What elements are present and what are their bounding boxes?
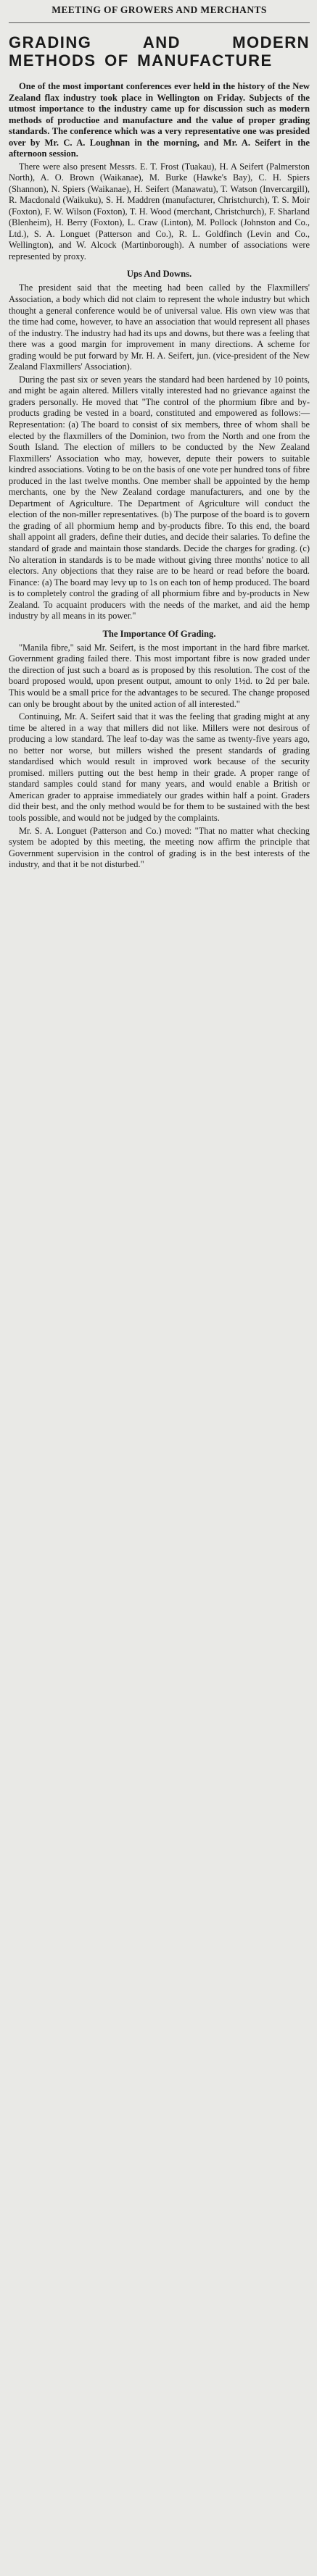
newspaper-column [0, 0, 317, 871]
motion-paragraph: During the past six or seven years the standard had been hardened by 10 points, and might be again altered. Millers vitally interested had no grievance against the graders personally. He moved that "The control of the phormium fibre and by-products grading be vested in a board, constituted and empowered as follows:—Representation: (a) The board to consist of six members, three of whom shall be elected by the flaxmillers of the Dominion, two from the North and one from the South Island. The election of millers to be conducted by the New Zealand Flaxmillers' Association who may, however, depute their powers to suitable kindred associations. Voting to be on the basis of one vote per hundred tons of fibre produced in the last twelve months. One member shall be appointed by the hemp merchants, one by the New Zealand cordage manufacturers, and one by the Department of Agriculture. The Department of Agriculture will conduct the election of the non-miller representatives. (b) The purpose of the board is to govern the grading of all phormium hemp and by-products fibre. To this end, the board shall appoint all graders, define their duties, and decide their salaries. To define the standard of grade and maintain those standards. Decide the charges for grading. (c) No alteration in standards is to be made without giving three months' notice to all electors. Any objections that they raise are to be heard or read before the board. Finance: (a) The board may levy up to 1s on each ton of hemp produced. The board is to completely control the grading of all phormium fibre and by-products in New Zealand. To acquaint producers with the needs of the market, and aid the hemp industry by all means in its power." [9, 374, 310, 622]
attendees-paragraph: There were also present Messrs. E. T. Frost (Tuakau), H. A Seifert (Palmerston North), A. O. Brown (Waikanae), M. Burke (Hawke's Bay), C. H. Spiers (Shannon), N. Spiers (Waikanae), H. Seifert (Manawatu), T. Watson (Invercargill), R. Macdonald (Waikuku), S. H. Maddren (manufacturer, Christchurch), T. S. Moir (Foxton), F. W. Wilson (Foxton), T. H. Wood (merchant, Christchurch), F. Sharland (Blenheim), H. Berry (Foxton), L. Craw (Linton), M. Pollock (Johnston and Co., Ltd.), S. A. Longuet (Patterson and Co.), R. L. Goldfinch (Levin and Co., Wellington), and W. Alcock (Martinborough). A number of associations were represented by proxy. [9, 161, 310, 262]
manila-paragraph: "Manila fibre," said Mr. Seifert, is the most important in the hard fibre market. Government grading failed there. This most important fibre is now graded under the direction of just such a board as is proposed by this resolution. The cost of the board proposed would, upon present output, amount to only 1½d. to 2d per bale. This would be a small price for the advantages to be secured. The change proposed can only be brought about by the united action of all interested." [9, 642, 310, 709]
continuing-paragraph: Continuing, Mr. A. Seifert said that it was the feeling that grading might at any time be altered in a way that millers did not like. Millers were not desirous of producing a low standard. The leaf to-day was the same as twenty-five years ago, no better nor worse, but millers wished the present standards of grading standardised which would result in improved work because of the security promised. millers putting out the best hemp in their grade. A proper range of standard samples could stand for many years, and would enable a British or American grader to appraise immediately our grades within half a point. Graders did their best, and the only method would be for them to be sustained with the best tools possible, and would not be judged by the complaints. [9, 711, 310, 824]
headline: GRADING AND MODERN METHODS OF MANUFACTURE [9, 33, 310, 70]
longuet-paragraph: Mr. S. A. Longuet (Patterson and Co.) moved: "That no matter what checking system be adopted by this meeting, the meeting now affirm the principle that Government supervision in the control of grading is in the best interests of the industry, and that it be not disturbed." [9, 825, 310, 870]
running-head: MEETING OF GROWERS AND MERCHANTS [52, 4, 267, 15]
subheading-importance-of-grading: The Importance Of Grading. [102, 628, 216, 639]
divider-rule [9, 22, 310, 23]
lead-paragraph: One of the most important conferences ever held in the history of the New Zealand flax industry took place in Wellington on Friday. Subjects of the utmost importance to the industry came up for discussion such as modern methods of productioe and manufacture and the value of proper grading standards. The conference which was a very representative one was presided over by Mr. C. A. Loughnan in the morning, and Mr. A. Seifert in the afternoon session. [9, 81, 310, 159]
president-paragraph: The president said that the meeting had been called by the Flaxmillers' Association, a body which did not claim to represent the whole industry but which thought a general conference would be of universal value. His own view was that the time had come, however, to have an association that would represent all phases of the industry. The industry had had its ups and downs, but there was a feeling that there was a good margin for improvement in many directions. A scheme for grading would be put forward by Mr. H. A. Seifert, jun. (vice-president of the New Zealand Flaxmillers' Association). [9, 283, 310, 372]
subheading-ups-and-downs: Ups And Downs. [126, 269, 192, 280]
